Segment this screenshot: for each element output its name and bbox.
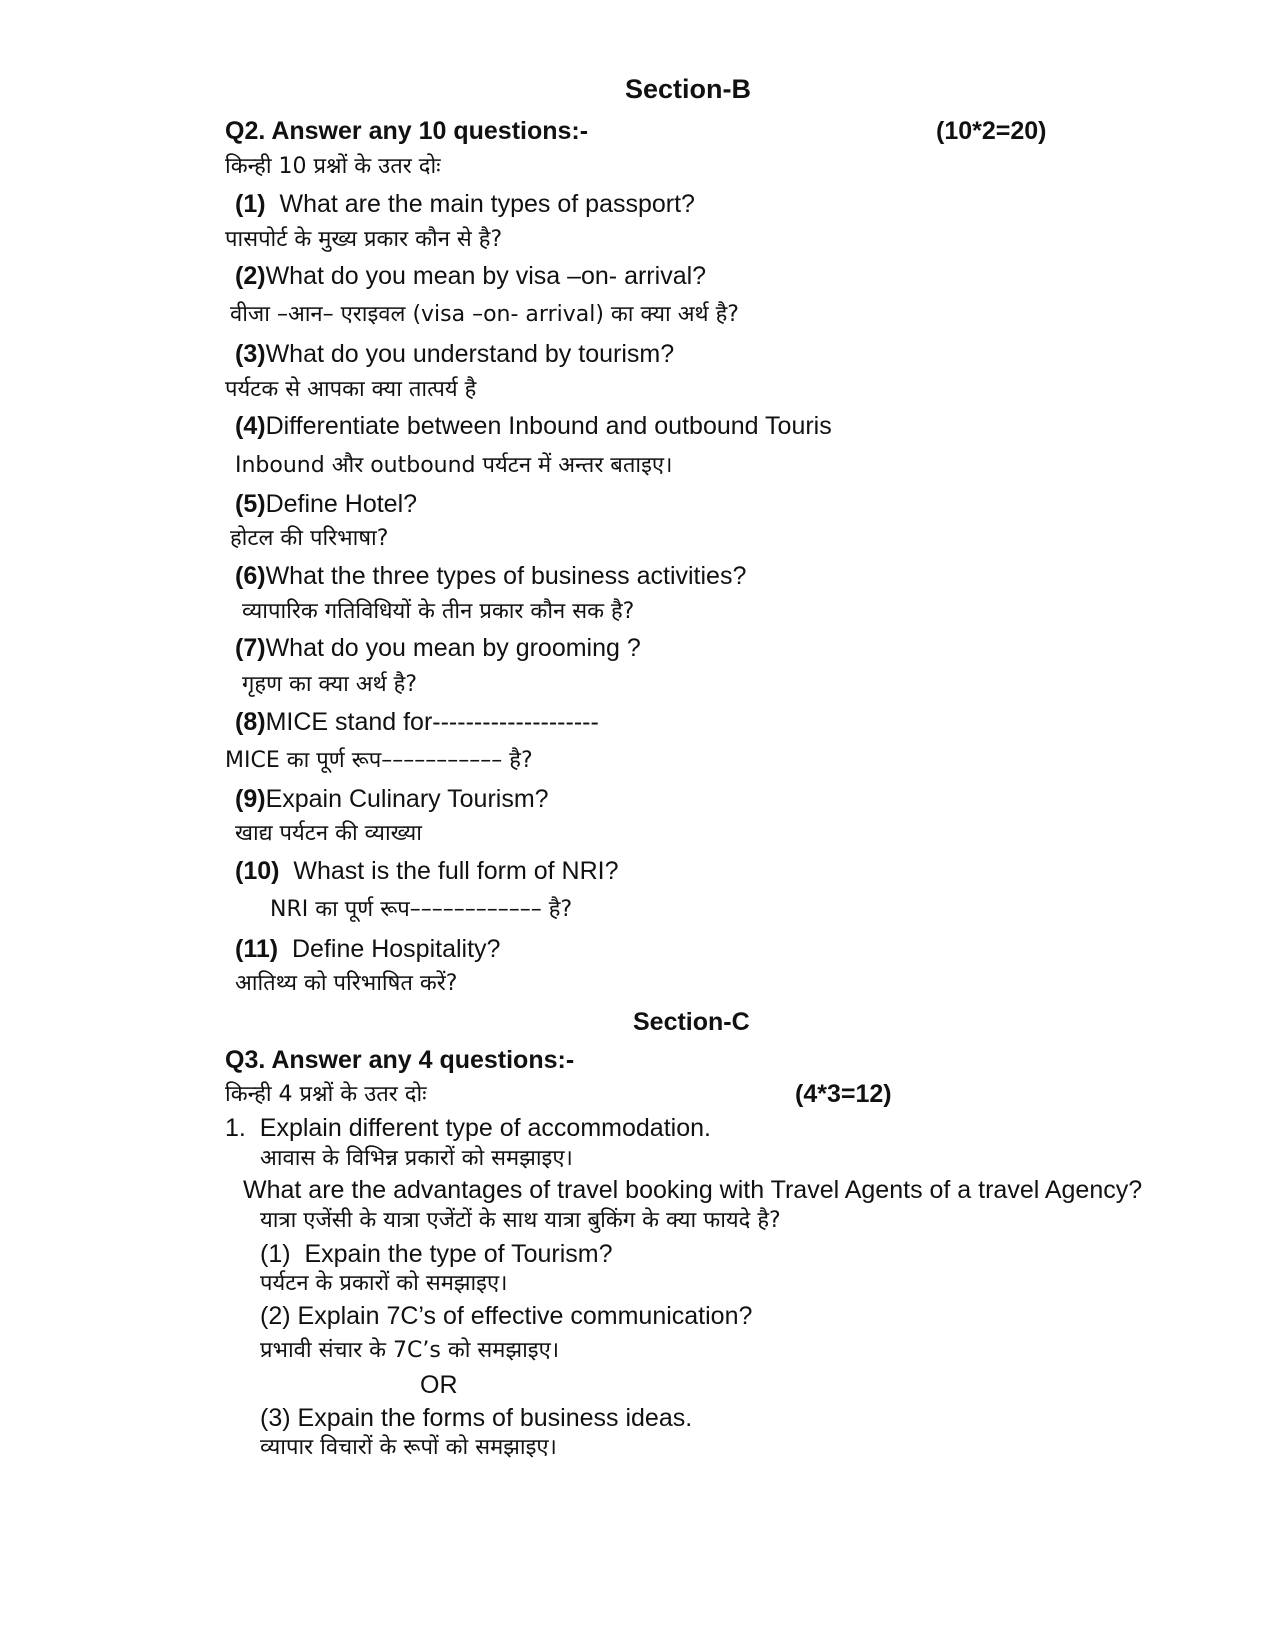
question-number: (1) — [235, 190, 266, 218]
question-number: (10) — [235, 857, 280, 885]
q2-question-8 — [235, 710, 599, 735]
q2-hindi-instruction: किन्ही 10 प्रश्नों के उतर दोः — [225, 154, 441, 179]
question-text: What are the main types of passport? — [279, 190, 695, 218]
q2-question-5-hindi: होटल की परिभाषा? — [230, 526, 389, 551]
question-number: (6) — [235, 562, 266, 590]
q3-question-2 — [243, 1178, 1142, 1203]
question-number: (3) — [260, 1404, 291, 1432]
question-text: Expain the forms of business ideas. — [297, 1404, 693, 1432]
question-text: What do you mean by grooming ? — [265, 634, 641, 662]
q2-question-2 — [235, 264, 706, 289]
q3-question-3-hindi: पर्यटन के प्रकारों को समझाइए। — [260, 1271, 508, 1296]
question-number: (7) — [235, 634, 266, 662]
q2-question-3 — [235, 342, 674, 367]
question-text: What do you understand by tourism? — [265, 340, 675, 368]
q3-hindi-instruction: किन्ही 4 प्रश्नों के उतर दोः — [225, 1082, 427, 1107]
q3-question-3 — [260, 1242, 613, 1267]
q2-question-10-hindi: NRI का पूर्ण रूप–––––––––––– है? — [270, 897, 573, 922]
q3-question-6 — [260, 1406, 692, 1431]
question-number: (4) — [235, 412, 266, 440]
q2-question-7 — [235, 636, 641, 661]
question-text: What do you mean by visa –on- arrival? — [265, 262, 707, 290]
question-number: 1. — [225, 1114, 246, 1142]
question-number: (11) — [235, 935, 279, 963]
question-text: What the three types of business activities? — [265, 562, 747, 590]
question-number: (1) — [260, 1240, 291, 1268]
question-text: What are the advantages of travel booking with Travel Agents of a travel Agency? — [243, 1176, 1143, 1204]
q2-marks: (10*2=20) — [936, 117, 1047, 145]
question-text: MICE stand for-------------------- — [265, 708, 599, 736]
question-number: (3) — [235, 340, 266, 368]
q2-label: Q2. Answer any 10 questions:- — [225, 117, 589, 145]
question-number: (8) — [235, 708, 266, 736]
question-number: (2) — [260, 1302, 291, 1330]
q2-question-6-hindi: व्यापारिक गतिविधियों के तीन प्रकार कौन सक है? — [242, 599, 635, 624]
question-number: (9) — [235, 785, 266, 813]
question-text: Whast is the full form of NRI? — [293, 857, 619, 885]
question-text: Expain the type of Tourism? — [304, 1240, 613, 1268]
q3-question-2-hindi: यात्रा एजेंसी के यात्रा एजेंटों के साथ यात्रा बुकिंग के क्या फायदे है? — [260, 1208, 781, 1233]
or-separator: OR — [420, 1371, 458, 1399]
q2-question-6 — [235, 564, 746, 589]
question-number: (2) — [235, 262, 266, 290]
section-c-title: Section-C — [633, 1008, 750, 1036]
q2-question-4-hindi: Inbound और outbound पर्यटन में अन्तर बताइए। — [235, 453, 673, 478]
question-text: Define Hotel? — [265, 490, 418, 518]
q2-question-4 — [235, 414, 832, 439]
q3-question-1-hindi: आवास के विभिन्न प्रकारों को समझाइए। — [260, 1146, 573, 1171]
q2-question-5 — [235, 492, 417, 517]
q2-question-7-hindi: गृहण का क्या अर्थ है? — [242, 672, 417, 697]
q2-question-2-hindi: वीजा –आन– एराइवल (visa –on- arrival) का क्या अर्थ है? — [230, 302, 739, 327]
q2-question-1-hindi: पासपोर्ट के मुख्य प्रकार कौन से है? — [225, 227, 503, 252]
section-b-title: Section-B — [625, 74, 752, 104]
q2-question-11-hindi: आतिथ्य को परिभाषित करें? — [235, 971, 458, 996]
q3-label: Q3. Answer any 4 questions:- — [225, 1046, 575, 1074]
q2-question-8-hindi: MICE का पूर्ण रूप––––––––––– है? — [225, 748, 533, 773]
q2-question-10 — [235, 859, 618, 884]
question-text: Define Hospitality? — [292, 935, 501, 963]
question-text: Expain Culinary Tourism? — [265, 785, 549, 813]
q2-question-9-hindi: खाद्य पर्यटन की व्याख्या — [235, 821, 422, 846]
question-number: (5) — [235, 490, 266, 518]
q3-question-1 — [225, 1116, 711, 1141]
q2-question-9 — [235, 787, 549, 812]
q2-question-11 — [235, 937, 500, 962]
q2-question-1 — [235, 192, 695, 217]
q3-marks: (4*3=12) — [795, 1080, 892, 1108]
question-text: Explain different type of accommodation. — [259, 1114, 711, 1142]
q2-question-3-hindi: पर्यटक से आपका क्या तात्पर्य है — [225, 377, 477, 402]
q3-question-4-hindi: प्रभावी संचार के 7C’s को समझाइए। — [260, 1338, 560, 1363]
q3-question-6-hindi: व्यापार विचारों के रूपों को समझाइए। — [260, 1435, 557, 1460]
q3-question-4 — [260, 1304, 752, 1329]
question-text: Differentiate between Inbound and outbound Touris — [265, 412, 832, 440]
question-text: Explain 7C’s of effective communication? — [297, 1302, 753, 1330]
